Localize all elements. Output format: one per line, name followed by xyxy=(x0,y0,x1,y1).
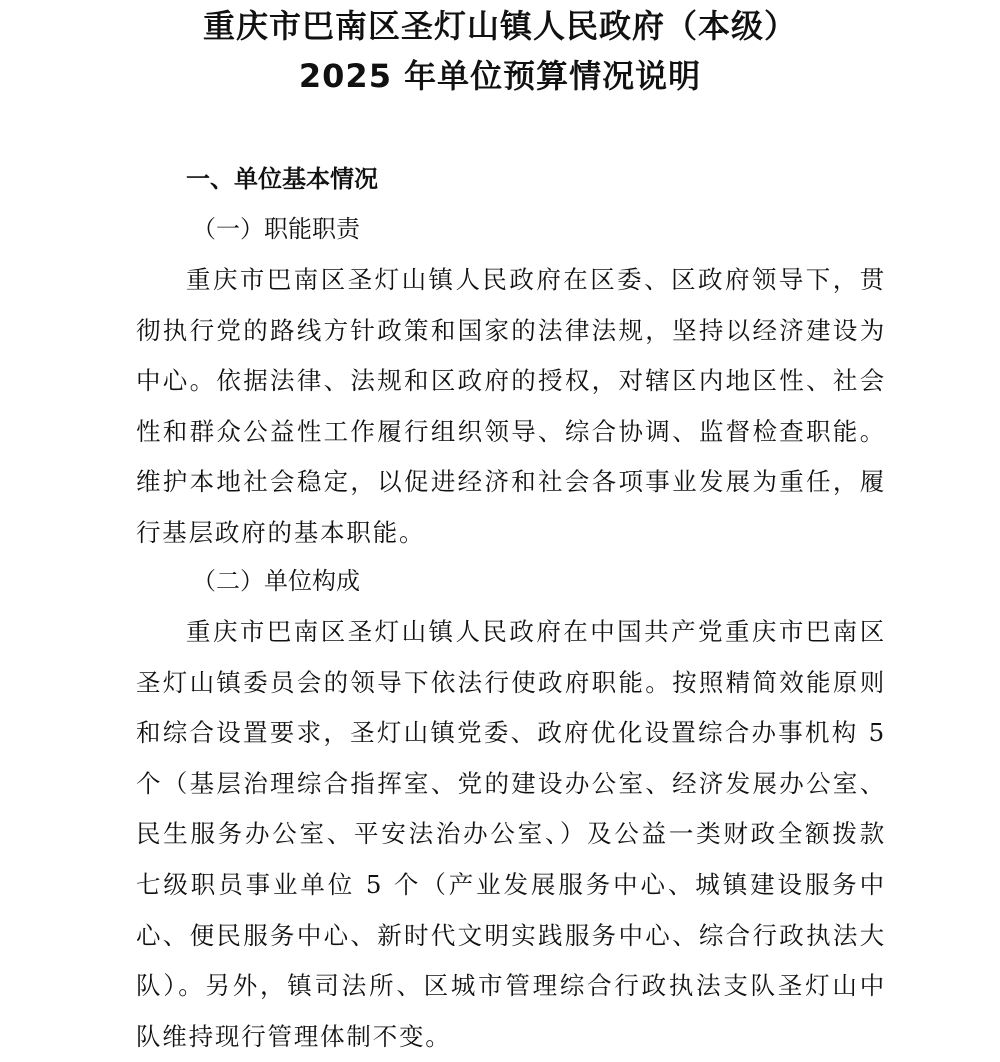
paragraph-duties: 重庆市巴南区圣灯山镇人民政府在区委、区政府领导下，贯彻执行党的路线方针政策和国家的法律法规，坚持以经济建设为中心。依据法律、法规和区政府的授权，对辖区内地区性、社会性和群众公益性工作履行组织领导、综合协调、监督检查职能。维护本地社会稳定，以促进经济和社会各项事业发展为重任，履行基层政府的基本职能。 xyxy=(136,265,886,547)
document-title-line-2: 2025 年单位预算情况说明 xyxy=(298,57,702,95)
section-heading-basic-info: 一、单位基本情况 xyxy=(186,165,378,193)
subsection-heading-duties: （一）职能职责 xyxy=(192,215,360,243)
paragraph-composition: 重庆市巴南区圣灯山镇人民政府在中国共产党重庆市巴南区圣灯山镇委员会的领导下依法行使政府职能。按照精简效能原则和综合设置要求，圣灯山镇党委、政府优化设置综合办事机构 5 个（基层治理综合指挥室、党的建设办公室、经济发展办公室、民生服务办公室、平安法治办公室、）及公益一类财政全额拨款七级职员事业单位 5 个（产业发展服务中心、城镇建设服务中心、便民服务中心、新时代文明实践服务中心、综合行政执法大队）。另外，镇司法所、区城市管理综合行政执法支队圣灯山中队维持现行管理体制不变。 xyxy=(136,617,886,1051)
subsection-heading-composition: （二）单位构成 xyxy=(192,567,360,595)
document-title-line-1: 重庆市巴南区圣灯山镇人民政府（本级） xyxy=(202,7,797,45)
